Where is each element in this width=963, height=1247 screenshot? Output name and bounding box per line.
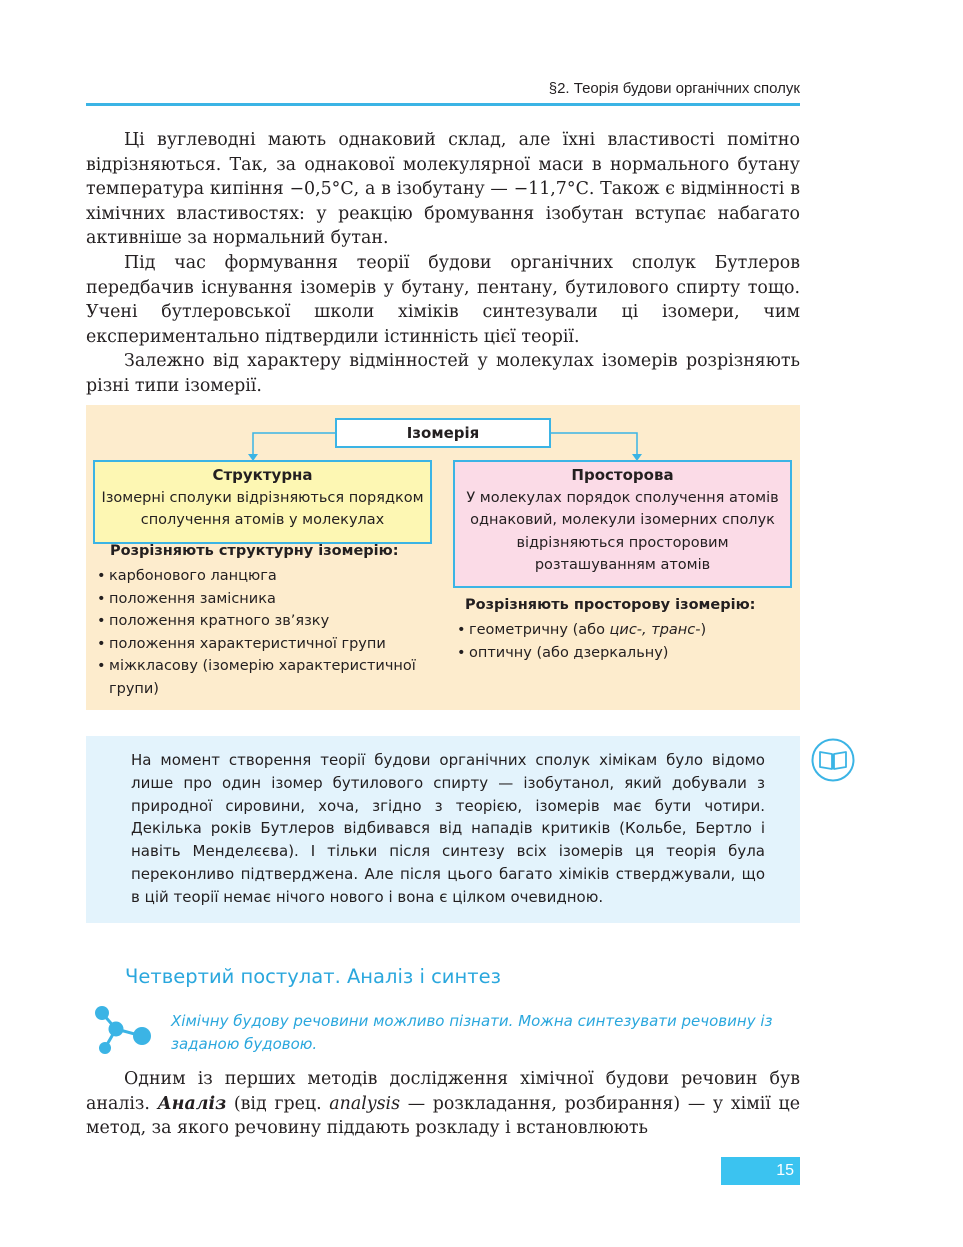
page-number: 15 (721, 1157, 800, 1185)
spatial-heading: Просторова (571, 466, 674, 484)
isomerism-scheme (86, 405, 800, 710)
paragraph-analysis: Одним із перших методів дослідження хімічної будови речовин був аналіз. Аналіз (від грец. analysis — розкладання, розбирання) — у хімії це метод, за якого речовину піддають розкладу і встановлюють (86, 1069, 800, 1139)
structural-heading: Структурна (212, 466, 313, 484)
spatial-list (457, 619, 787, 664)
book-icon (811, 738, 855, 782)
paragraph-1: Ці вуглеводні мають однаковий склад, але їхні властивості помітно відрізняються. Так, за однакової молекулярної маси в нормального бутану температура кипіння −0,5°С, а в ізобутану — −11,7°С. Також є відмінності в хімічних властивостях: у реакцію бромування ізобутан вступає набагато активніше за нормальний бутан. (86, 130, 800, 249)
list-item: • карбонового ланцюга (97, 565, 427, 588)
spatial-box (453, 460, 792, 588)
list-item: • положення характеристичної групи (97, 633, 427, 656)
scheme-title: Ізомерія (335, 418, 551, 448)
note-text: На момент створення теорії будови органічних сполук хімікам було відомо лише про один ізомер бутилового спирту — ізобутанол, який добували з природної сировини, хоча, згідно з теорією, ізомерів має бути чотири. Декілька років Бутлеров відбивався від нападів критиків (Кольбе, Бертло і навіть Менделєєва). І тільки після синтезу всіх ізомерів ця теорія була переконливо підтверджена. Але після цього багато хіміків стверджували, що в цій теорії немає нічого нового і вона є цілком очевидною. (131, 751, 765, 906)
running-header (86, 78, 800, 106)
header-text: §2. Теорія будови органічних сполук (548, 80, 800, 97)
history-note (86, 736, 800, 923)
paragraph-2: Під час формування теорії будови органічних сполук Бутлеров передбачив існування ізомерів у бутану, пентану, бутилового спирту тощо. Учені бутлеровської школи хіміків синтезували ці ізомери, чим експериментально підтвердили істинність цієї теорії. (86, 253, 800, 347)
molecule-icon (92, 1003, 154, 1059)
structural-list-title: Розрізняють структурну ізомерію: (110, 543, 399, 559)
list-item: • положення замісника (97, 588, 427, 611)
section-title: Четвертий постулат. Аналіз і синтез (125, 965, 501, 988)
structural-list (97, 565, 427, 700)
list-item: • геометричну (або цис-, транс-) (457, 619, 787, 642)
spatial-list-title: Розрізняють просторову ізомерію: (465, 597, 756, 613)
structural-box (93, 460, 432, 544)
list-item: • оптичну (або дзеркальну) (457, 642, 787, 665)
spatial-description: У молекулах порядок сполучення атомів однаковий, молекули ізомерних сполук відрізняються просторовим розташуванням атомів (466, 489, 779, 573)
paragraph-3: Залежно від характеру відмінностей у молекулах ізомерів розрізняють різні типи ізомерії. (86, 351, 800, 396)
list-item: • положення кратного зв’язку (97, 610, 427, 633)
list-item: • міжкласову (ізомерію характеристичної групи) (97, 655, 427, 700)
postulate-text: Хімічну будову речовини можливо пізнати. Можна синтезувати речовину із заданою будовою. (171, 1012, 773, 1053)
structural-description: Ізомерні сполуки відрізняються порядком сполучення атомів у молекулах (101, 489, 424, 528)
